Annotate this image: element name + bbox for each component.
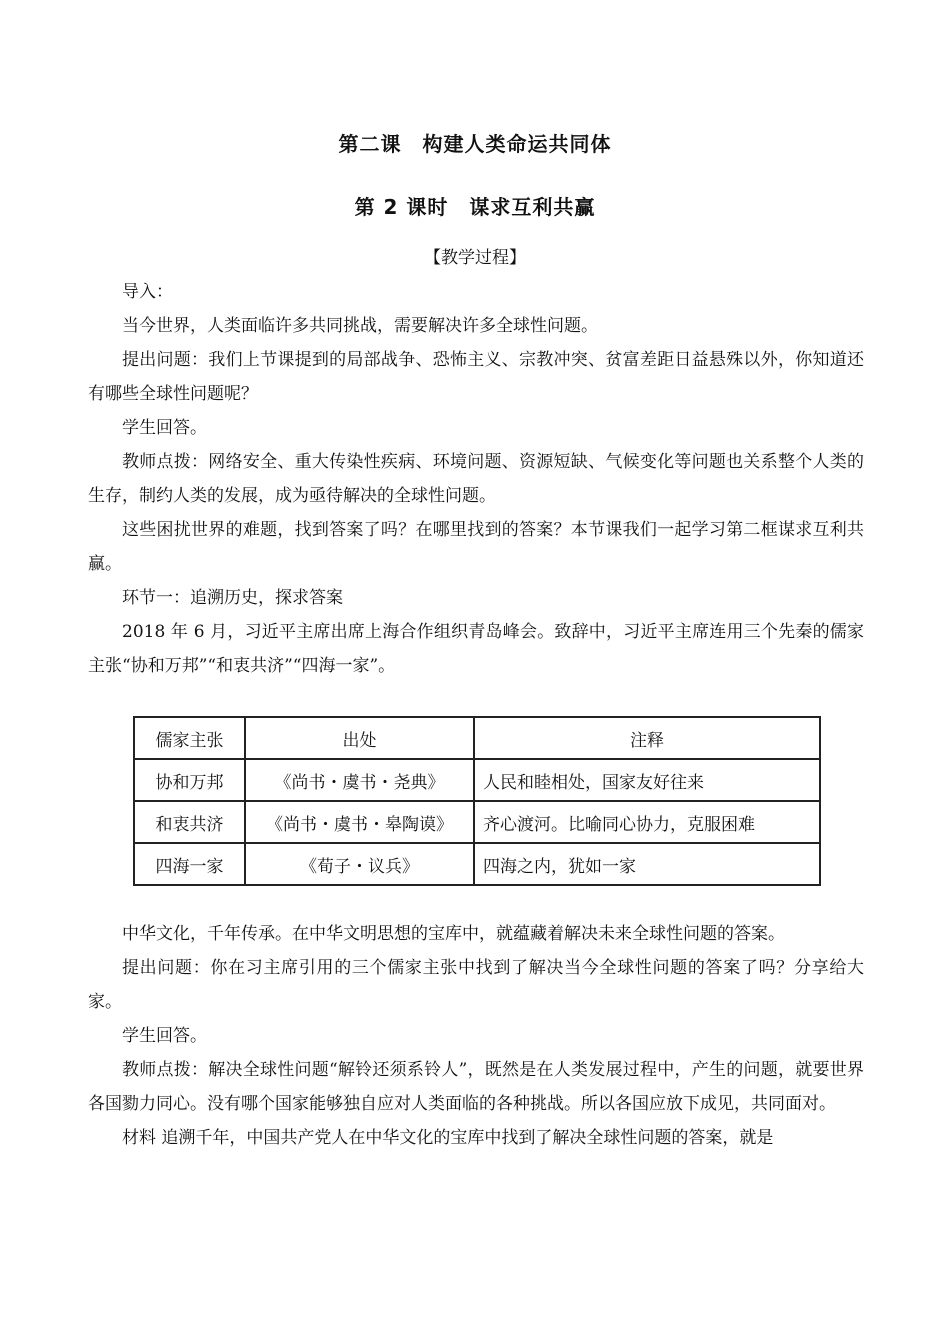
table-cell: 《尚书・虞书・尧典》 bbox=[245, 759, 474, 801]
paragraph: 当今世界，人类面临许多共同挑战，需要解决许多全球性问题。 bbox=[122, 316, 598, 336]
table-row bbox=[134, 759, 820, 801]
table-header: 儒家主张 bbox=[134, 717, 245, 759]
table-cell: 《尚书・虞书・皋陶谟》 bbox=[245, 801, 474, 843]
table-row bbox=[134, 801, 820, 843]
table-cell: 四海之内，犹如一家 bbox=[474, 843, 820, 885]
table-header-row bbox=[134, 717, 820, 759]
paragraph: 中华文化，千年传承。在中华文明思想的宝库中，就蕴藏着解决未来全球性问题的答案。 bbox=[122, 924, 785, 944]
table-cell: 和衷共济 bbox=[134, 801, 245, 843]
section-label: 【教学过程】 bbox=[424, 248, 526, 268]
table-header: 注释 bbox=[474, 717, 820, 759]
paragraph: 材料 追溯千年，中国共产党人在中华文化的宝库中找到了解决全球性问题的答案，就是 bbox=[122, 1128, 774, 1148]
table-row bbox=[134, 843, 820, 885]
body-text-before bbox=[88, 275, 864, 683]
lesson-title: 第二课 构建人类命运共同体 bbox=[338, 132, 612, 156]
paragraph: 导入： bbox=[122, 282, 173, 302]
lesson-subtitle: 第 2 课时 谋求互利共赢 bbox=[354, 195, 596, 219]
body-text-after bbox=[88, 917, 864, 1155]
table-cell: 齐心渡河。比喻同心协力，克服困难 bbox=[474, 801, 820, 843]
paragraph: 教师点拨：网络安全、重大传染性疾病、环境问题、资源短缺、气候变化等问题也关系整个人类的生存，制约人类的发展，成为亟待解决的全球性问题。 bbox=[88, 452, 864, 506]
paragraph: 学生回答。 bbox=[122, 418, 207, 438]
paragraph: 环节一：追溯历史，探求答案 bbox=[122, 588, 343, 608]
table-cell: 人民和睦相处，国家友好往来 bbox=[474, 759, 820, 801]
paragraph: 2018 年 6 月，习近平主席出席上海合作组织青岛峰会。致辞中，习近平主席连用三个先秦的儒家主张“协和万邦”“和衷共济”“四海一家”。 bbox=[88, 622, 864, 676]
table-cell: 四海一家 bbox=[134, 843, 245, 885]
paragraph: 提出问题：我们上节课提到的局部战争、恐怖主义、宗教冲突、贫富差距日益悬殊以外，你知道还有哪些全球性问题呢？ bbox=[88, 350, 864, 404]
table-cell: 协和万邦 bbox=[134, 759, 245, 801]
paragraph: 学生回答。 bbox=[122, 1026, 207, 1046]
paragraph: 教师点拨：解决全球性问题“解铃还须系铃人”，既然是在人类发展过程中，产生的问题，就要世界各国勠力同心。没有哪个国家能够独自应对人类面临的各种挑战。所以各国应放下成见，共同面对。 bbox=[88, 1060, 864, 1114]
paragraph: 这些困扰世界的难题，找到答案了吗？在哪里找到的答案？本节课我们一起学习第二框谋求互利共赢。 bbox=[88, 520, 864, 574]
confucian-ideas-table bbox=[133, 716, 821, 886]
paragraph: 提出问题：你在习主席引用的三个儒家主张中找到了解决当今全球性问题的答案了吗？分享给大家。 bbox=[88, 958, 864, 1012]
table-cell: 《荀子・议兵》 bbox=[245, 843, 474, 885]
table-header: 出处 bbox=[245, 717, 474, 759]
